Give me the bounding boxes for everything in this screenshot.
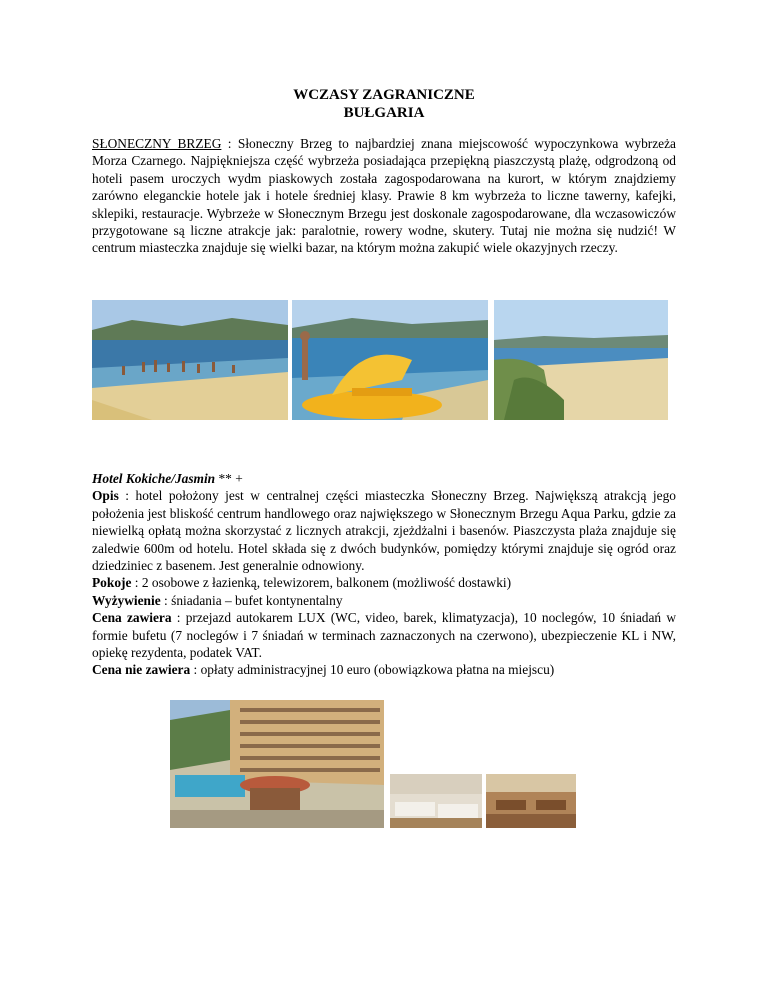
hotel-description <box>92 487 676 574</box>
hotel-heading <box>92 470 676 487</box>
hotel-section <box>92 470 676 679</box>
hotel-building-photo <box>170 700 384 828</box>
place-name: SŁONECZNY BRZEG <box>92 136 222 151</box>
rooms-line <box>92 574 676 591</box>
opis-text: : hotel położony jest w centralnej części miasteczka Słoneczny Brzeg. Największą atrakcją jego położenia jest bliskość centrum handlowego oraz największego w Słonecznym Brzegu Aqua Parku, gdzie za niewielką opłatą można skorzystać z licznych atrakcji, zjeżdżalni i basenów. Piaszczysta plaża znajduje się zaledwie 600m od hotelu. Hotel składa się z dwóch budynków, pomiędzy którymi znajduje się ogród oraz dziedziniec z basenem. Jest generalnie odnowiony. <box>92 488 676 574</box>
intro-text: : Słoneczny Brzeg to najbardziej znana miejscowość wypoczynkowa wybrzeża Morza Czarnego. Najpiękniejsza część wybrzeża posiadająca przepiękną piaszczystą plażę, odgrodzoną od hoteli pasem uroczych wydm piaskowych została zagospodarowana na kurort, w którym znajdziemy zarówno eleganckie hotele jak i hotele średniej klasy. Prawie 8 km wybrzeża to liczne tawerny, kafejki, sklepiki, restauracje. Wybrzeże w Słonecznym Brzegu jest doskonale zagospodarowane, dla wczasowiczów przygotowane są liczne atrakcje jak: paralotnie, rowery wodne, skutery. Tutaj nie można się nudzić! W centrum miasteczka znajduje się wielki bazar, na którym można zakupić wiele okazyjnych rzeczy. <box>92 136 677 256</box>
cena-nie-zawiera-text: : opłaty administracyjnej 10 euro (obowiązkowa płatna na miejscu) <box>190 662 555 678</box>
price-excludes <box>92 661 676 678</box>
cena-zawiera-label: Cena zawiera <box>92 610 172 626</box>
cena-nie-zawiera-label: Cena nie zawiera <box>92 662 191 678</box>
pokoje-label: Pokoje <box>92 575 132 591</box>
wyzywienie-label: Wyżywienie <box>92 592 161 608</box>
intro-paragraph <box>92 135 676 257</box>
hotel-name: Hotel Kokiche/Jasmin <box>92 471 216 486</box>
restaurant-photo <box>486 774 576 828</box>
hotel-stars: ** + <box>215 471 243 486</box>
price-includes <box>92 609 676 661</box>
beach-crowd-photo <box>92 300 288 420</box>
page-title: WCZASY ZAGRANICZNE <box>293 87 475 103</box>
cena-zawiera-text: : przejazd autokarem LUX (WC, video, barek, klimatyzacja), 10 noclegów, 10 śniadań w formie bufetu (7 noclegów i 7 śniadań w terminach zaznaczonych na czerwono), ubezpieczenie KL i NW, opiekę rezydenta, podatek VAT. <box>92 610 676 661</box>
opis-label: Opis <box>92 488 119 504</box>
hotel-room-photo <box>390 774 482 828</box>
pokoje-text: : 2 osobowe z łazienką, telewizorem, balkonem (możliwość dostawki) <box>131 575 512 591</box>
meals-line <box>92 592 676 609</box>
page-subtitle: BUŁGARIA <box>343 105 425 121</box>
dunes-photo <box>494 300 668 420</box>
wyzywienie-text: : śniadania – bufet kontynentalny <box>160 592 343 608</box>
water-bike-photo <box>292 300 488 420</box>
